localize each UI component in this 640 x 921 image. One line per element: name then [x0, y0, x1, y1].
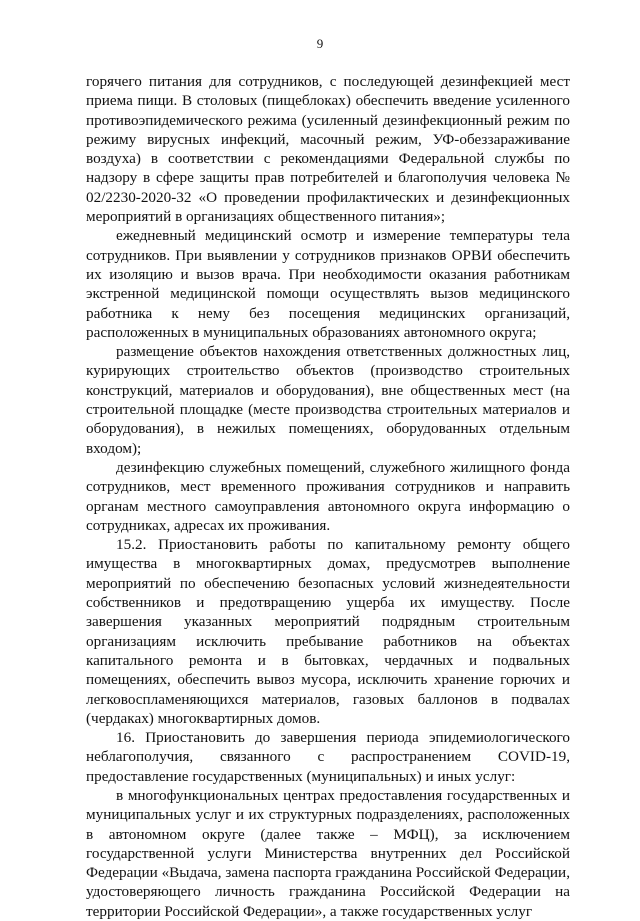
- paragraph-item-15-2: 15.2. Приостановить работы по капитальному ремонту общего имущества в многоквартирных домах, предусмотрев выполнение мероприятий по обеспечению безопасных условий жизнедеятельности собственников и предотвращению ущерба их имуществу. После завершения указанных мероприятий подрядным строительным организациям исключить пребывание работников на объектах капитального ремонта и в бытовках, чердачных и подвальных помещениях, обеспечить вывоз мусора, исключить хранение горючих и легковоспламеняющихся материалов, газовых баллонов в подвалах (чердаках) многоквартирных домов.: [86, 536, 570, 727]
- paragraph-placement: размещение объектов нахождения ответственных должностных лиц, курирующих строительство объектов (производство строительных конструкций, материалов и оборудования), вне общественных мест (на строительной площадке (месте производства строительных материалов и оборудования), в нежилых помещениях, оборудованных отдельным входом);: [86, 343, 570, 457]
- paragraph-medical-check: ежедневный медицинский осмотр и измерение температуры тела сотрудников. При выявлении у сотрудников признаков ОРВИ обеспечить их изоляцию и вызов врача. При необходимости оказания работникам экстренной медицинской помощи осуществлять вызов медицинского работника к нему без посещения медицинских организаций, расположенных в муниципальных образованиях автономного округа;: [86, 227, 570, 341]
- paragraph-mfc: в многофункциональных центрах предоставления государственных и муниципальных услуг и их структурных подразделениях, расположенных в автономном округе (далее также – МФЦ), за исключением государственной услуги Министерства внутренних дел Российской Федерации «Выдача, замена паспорта гражданина Российской Федерации, удостоверяющего личность гражданина Российской Федерации на территории Российской Федерации», а также государственных услуг: [86, 786, 570, 920]
- paragraph-continuation: горячего питания для сотрудников, с последующей дезинфекцией мест приема пищи. В столовых (пищеблоках) обеспечить введение усиленного противоэпидемического режима (усиленный дезинфекционный режим по режиму вирусных инфекций, масочный режим, УФ-обеззараживание воздуха) в соответствии с рекомендациями Федеральной службы по надзору в сфере защиты прав потребителей и благополучия человека № 02/2230-2020-32 «О проведении профилактических и дезинфекционных мероприятий в организациях общественного питания»;: [86, 73, 570, 226]
- paragraph-item-16: 16. Приостановить до завершения периода эпидемиологического неблагополучия, связанного с распространением COVID-19, предоставление государственных (муниципальных) и иных услуг:: [86, 729, 570, 785]
- paragraph-disinfection: дезинфекцию служебных помещений, служебного жилищного фонда сотрудников, мест временного проживания сотрудников и направить органам местного самоуправления автономного округа информацию о сотрудниках, адресах их проживания.: [86, 458, 570, 534]
- page-number: 9: [316, 36, 324, 51]
- body-text: [86, 72, 570, 921]
